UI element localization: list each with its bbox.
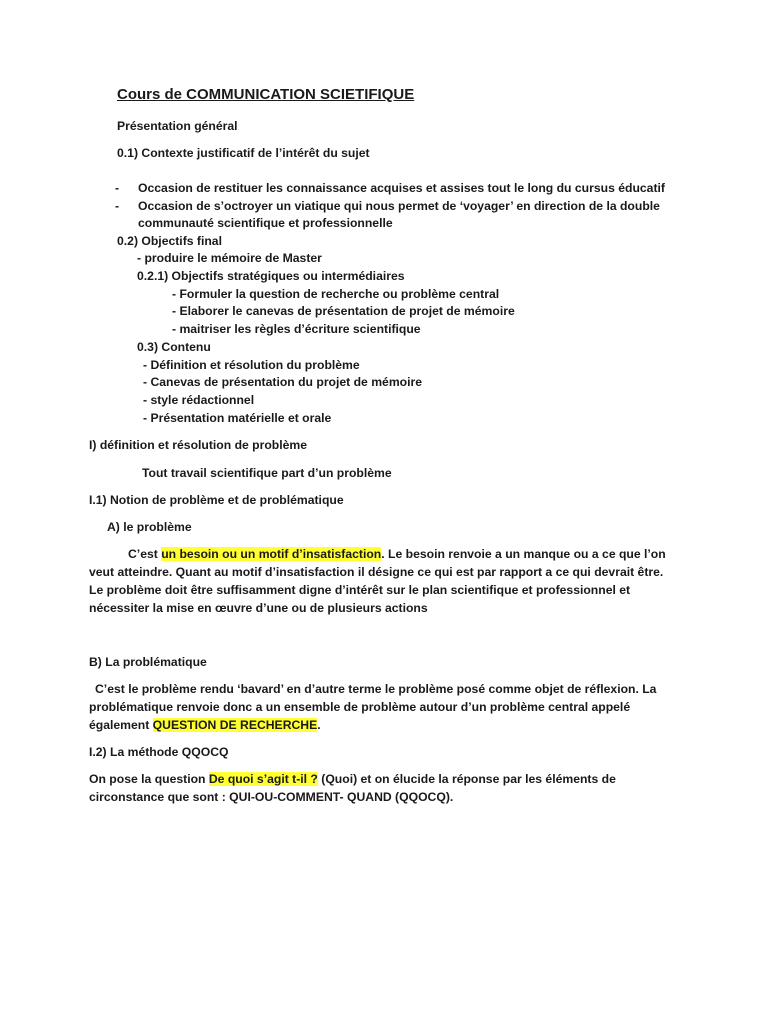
highlight-de-quoi: De quoi s’agit t-il ? bbox=[208, 772, 318, 786]
context-item-continued: communauté scientifique et professionnelle bbox=[138, 216, 393, 230]
presentation-heading: Présentation général bbox=[117, 119, 238, 133]
highlight-question-recherche: QUESTION DE RECHERCHE bbox=[152, 718, 318, 732]
objective-item: - produire le mémoire de Master bbox=[137, 251, 322, 265]
content-item: - Définition et résolution du problème bbox=[143, 358, 360, 372]
paragraph-a-line: Le problème doit être suffisamment digne d’intérêt sur le plan scientifique et professionnel et bbox=[89, 583, 631, 597]
document-title: Cours de COMMUNICATION SCIETIFIQUE bbox=[117, 86, 415, 103]
objective-sub-item: - Formuler la question de recherche ou problème central bbox=[172, 287, 500, 301]
paragraph-a-line: nécessiter la mise en œuvre d’une ou de plusieurs actions bbox=[89, 601, 428, 615]
paragraph-b-line: également QUESTION DE RECHERCHE. bbox=[89, 718, 321, 732]
section-1-2-heading: I.2) La méthode QQOCQ bbox=[89, 745, 229, 759]
objective-sub-item: - maitriser les règles d’écriture scientifique bbox=[172, 322, 421, 336]
paragraph-b-line: problématique renvoie donc a un ensemble de problème autour d’un problème central appelé bbox=[89, 700, 631, 714]
highlight-insatisfaction: un besoin ou un motif d’insatisfaction bbox=[161, 547, 382, 561]
bullet-dash: - bbox=[115, 181, 120, 195]
paragraph-a-line: C’est un besoin ou un motif d’insatisfaction. Le besoin renvoie a un manque ou a ce que l’on bbox=[128, 547, 666, 561]
context-item: Occasion de s’octroyer un viatique qui nous permet de ‘voyager’ en direction de la double bbox=[138, 199, 660, 213]
objective-sub-item: - Elaborer le canevas de présentation de projet de mémoire bbox=[172, 304, 515, 318]
paragraph-c-line: On pose la question De quoi s’agit t-il ? (Quoi) et on élucide la réponse par les éléments de bbox=[89, 772, 616, 786]
objectives-heading: 0.2) Objectifs final bbox=[117, 234, 222, 248]
section-1-heading: I) définition et résolution de problème bbox=[89, 438, 308, 452]
section-1-intro: Tout travail scientifique part d’un problème bbox=[142, 466, 392, 480]
content-item: - Présentation matérielle et orale bbox=[143, 411, 332, 425]
content-item: - Canevas de présentation du projet de mémoire bbox=[143, 375, 423, 389]
bullet-dash: - bbox=[115, 199, 120, 213]
paragraph-b-line: C’est le problème rendu ‘bavard’ en d’autre terme le problème posé comme objet de réflexion. La bbox=[95, 682, 657, 696]
paragraph-c-line: circonstance que sont : QUI-OU-COMMENT- QUAND (QQOCQ). bbox=[89, 790, 454, 804]
objectives-sub-heading: 0.2.1) Objectifs stratégiques ou intermédiaires bbox=[137, 269, 405, 283]
subsection-a-heading: A) le problème bbox=[107, 520, 192, 534]
paragraph-a-line: veut atteindre. Quant au motif d’insatisfaction il désigne ce qui est par rapport a ce qui devrait être. bbox=[89, 565, 664, 579]
content-item: - style rédactionnel bbox=[143, 393, 255, 407]
context-item: Occasion de restituer les connaissance acquises et assises tout le long du cursus éducatif bbox=[138, 181, 665, 195]
section-1-1-heading: I.1) Notion de problème et de problématique bbox=[89, 493, 344, 507]
subsection-b-heading: B) La problématique bbox=[89, 655, 207, 669]
content-heading: 0.3) Contenu bbox=[137, 340, 211, 354]
context-heading: 0.1) Contexte justificatif de l’intérêt du sujet bbox=[117, 146, 370, 160]
